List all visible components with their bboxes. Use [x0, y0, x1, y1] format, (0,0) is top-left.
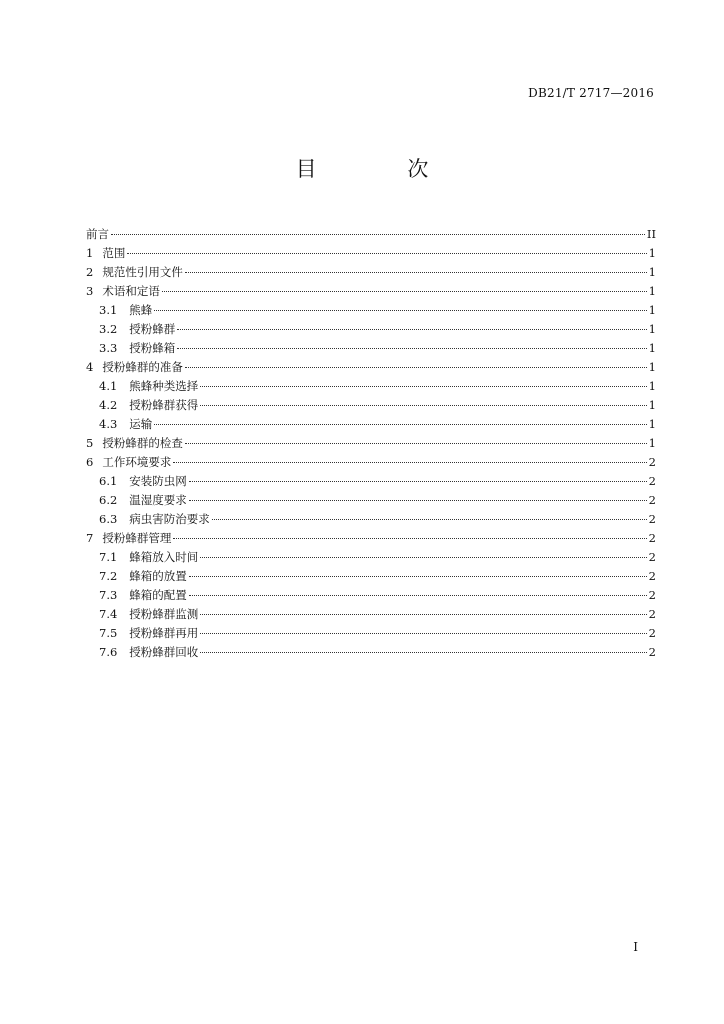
toc-entry-page: 1: [648, 246, 656, 260]
toc-entry-page: II: [646, 227, 656, 241]
toc-entry[interactable]: [86, 529, 656, 548]
toc-entry-number: 7.2: [99, 569, 118, 583]
toc-entry[interactable]: [86, 586, 656, 605]
toc-entry-page: 2: [648, 588, 656, 602]
toc-entry-page: 1: [648, 341, 656, 355]
dot-leader: [111, 234, 645, 235]
toc-entry-label: 授粉蜂群监测: [129, 607, 199, 621]
toc-entry-number: 7.1: [99, 550, 118, 564]
toc-entry-page: 2: [648, 531, 656, 545]
toc-entry-page: 2: [648, 455, 656, 469]
toc-entry-number: 7.4: [99, 607, 118, 621]
toc-entry-number: 7: [86, 531, 94, 545]
toc-entry-label: 蜂箱放入时间: [129, 550, 199, 564]
toc-entry-label: 熊蜂种类选择: [129, 379, 199, 393]
toc-entry-number: 3.1: [99, 303, 118, 317]
toc-entry[interactable]: [86, 358, 656, 377]
toc-entry-number: 3: [86, 284, 94, 298]
toc-entry-number: 4: [86, 360, 94, 374]
toc-entry-number: 6.3: [99, 512, 118, 526]
toc-entry-label: 授粉蜂箱: [129, 341, 176, 355]
toc-entry[interactable]: [86, 567, 656, 586]
toc-entry-label: 授粉蜂群回收: [129, 645, 199, 659]
toc-entry-page: 1: [648, 284, 656, 298]
toc-entry-label: 病虫害防治要求: [129, 512, 210, 526]
toc-entry-number: 6.1: [99, 474, 118, 488]
dot-leader: [154, 424, 646, 425]
toc-entry-page: 2: [648, 512, 656, 526]
toc-entry-page: 1: [648, 379, 656, 393]
dot-leader: [200, 633, 646, 634]
toc-entry-label: 授粉蜂群获得: [129, 398, 199, 412]
dot-leader: [200, 405, 646, 406]
toc-entry-number: 7.5: [99, 626, 118, 640]
dot-leader: [154, 310, 646, 311]
toc-entry[interactable]: [86, 434, 656, 453]
dot-leader: [200, 614, 646, 615]
toc-entry[interactable]: [86, 624, 656, 643]
toc-entry-label: 蜂箱的放置: [129, 569, 187, 583]
dot-leader: [162, 291, 647, 292]
dot-leader: [185, 272, 647, 273]
toc-entry-number: 6.2: [99, 493, 118, 507]
dot-leader: [200, 557, 646, 558]
toc-entry-number: 6: [86, 455, 94, 469]
toc-entry[interactable]: [86, 225, 656, 244]
toc-entry-page: 2: [648, 626, 656, 640]
dot-leader: [200, 652, 646, 653]
toc-entry-number: 2: [86, 265, 94, 279]
toc-entry-label: 温湿度要求: [129, 493, 187, 507]
toc-entry-number: 3.3: [99, 341, 118, 355]
toc-entry-number: 7.6: [99, 645, 118, 659]
toc-entry-page: 2: [648, 569, 656, 583]
toc-entry-number: 4.2: [99, 398, 118, 412]
toc-entry-label: 安装防虫网: [129, 474, 187, 488]
dot-leader: [127, 253, 646, 254]
toc-entry[interactable]: [86, 320, 656, 339]
dot-leader: [189, 500, 647, 501]
toc-entry[interactable]: [86, 491, 656, 510]
toc-entry-label: 授粉蜂群再用: [129, 626, 199, 640]
toc-entry-page: 1: [648, 436, 656, 450]
toc-entry-label: 蜂箱的配置: [129, 588, 187, 602]
toc-entry-label: 授粉蜂群的准备: [102, 360, 183, 374]
toc-entry-label: 前言: [86, 227, 109, 241]
dot-leader: [212, 519, 647, 520]
dot-leader: [173, 538, 646, 539]
toc-entry[interactable]: [86, 244, 656, 263]
toc-entry[interactable]: [86, 396, 656, 415]
dot-leader: [177, 348, 646, 349]
dot-leader: [185, 367, 647, 368]
page-title: 目 次: [295, 157, 471, 181]
table-of-contents: [86, 225, 656, 662]
toc-entry-page: 1: [648, 322, 656, 336]
toc-entry-page: 1: [648, 417, 656, 431]
toc-entry[interactable]: [86, 282, 656, 301]
toc-entry-label: 熊蜂: [129, 303, 153, 317]
toc-entry[interactable]: [86, 301, 656, 320]
toc-entry-page: 1: [648, 398, 656, 412]
toc-entry-label: 授粉蜂群的检查: [102, 436, 183, 450]
toc-entry-label: 授粉蜂群管理: [102, 531, 172, 545]
page-number: I: [633, 940, 638, 954]
toc-entry-label: 授粉蜂群: [129, 322, 176, 336]
dot-leader: [173, 462, 646, 463]
toc-entry[interactable]: [86, 472, 656, 491]
toc-entry[interactable]: [86, 605, 656, 624]
dot-leader: [177, 329, 646, 330]
toc-entry-number: 5: [86, 436, 94, 450]
toc-entry[interactable]: [86, 510, 656, 529]
toc-entry-number: 4.3: [99, 417, 118, 431]
dot-leader: [189, 481, 647, 482]
toc-entry-page: 2: [648, 645, 656, 659]
toc-entry-number: 1: [86, 246, 94, 260]
toc-entry-label: 运输: [129, 417, 153, 431]
toc-entry-label: 工作环境要求: [102, 455, 172, 469]
toc-entry-label: 范围: [102, 246, 126, 260]
toc-entry[interactable]: [86, 453, 656, 472]
toc-entry-number: 4.1: [99, 379, 118, 393]
dot-leader: [185, 443, 647, 444]
toc-entry-page: 2: [648, 607, 656, 621]
dot-leader: [189, 595, 647, 596]
toc-entry-page: 1: [648, 360, 656, 374]
toc-entry-page: 1: [648, 265, 656, 279]
dot-leader: [189, 576, 647, 577]
document-code: DB21/T 2717—2016: [528, 86, 654, 100]
dot-leader: [200, 386, 646, 387]
toc-entry-label: 术语和定语: [102, 284, 160, 298]
toc-entry[interactable]: [86, 339, 656, 358]
toc-entry[interactable]: [86, 263, 656, 282]
toc-entry-label: 规范性引用文件: [102, 265, 183, 279]
toc-entry[interactable]: [86, 377, 656, 396]
toc-entry-number: 7.3: [99, 588, 118, 602]
toc-entry-page: 2: [648, 474, 656, 488]
toc-entry-page: 2: [648, 493, 656, 507]
toc-entry[interactable]: [86, 415, 656, 434]
toc-entry-page: 2: [648, 550, 656, 564]
toc-entry-number: 3.2: [99, 322, 118, 336]
toc-entry[interactable]: [86, 643, 656, 662]
toc-entry-page: 1: [648, 303, 656, 317]
toc-entry[interactable]: [86, 548, 656, 567]
